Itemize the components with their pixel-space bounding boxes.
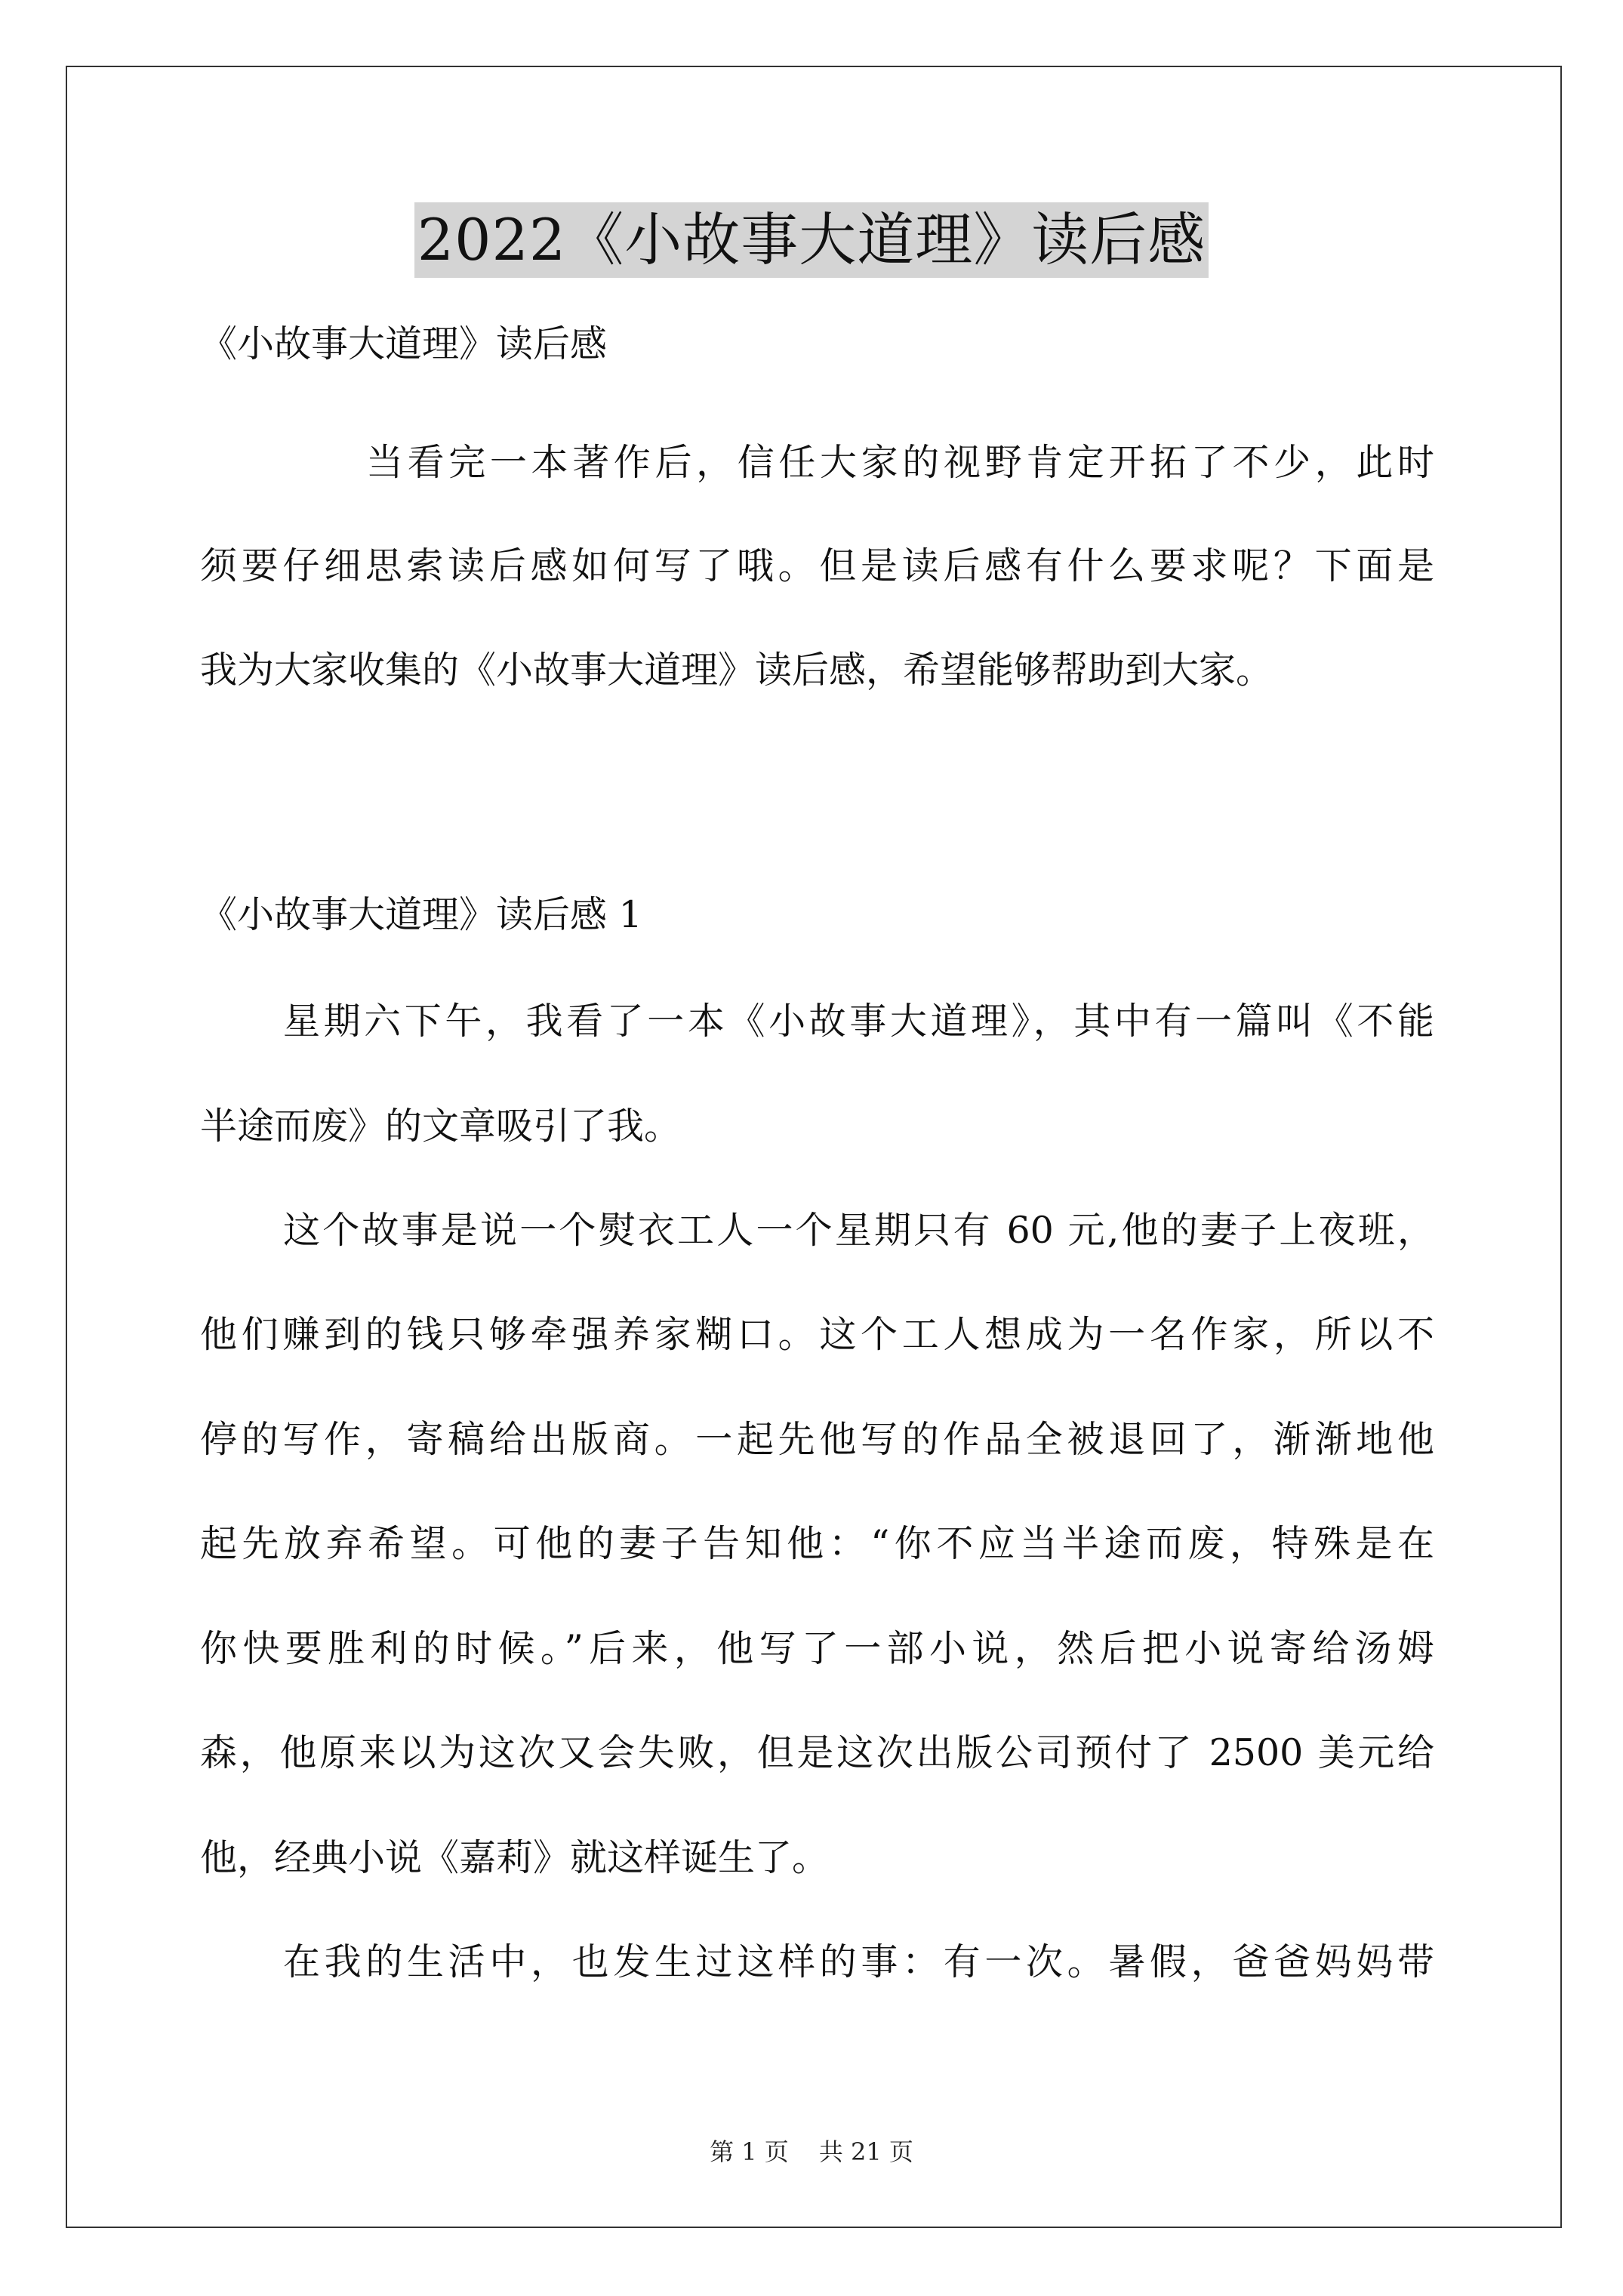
page-footer (0, 2137, 1623, 2167)
page-number: 第 1 页 (710, 2137, 789, 2166)
para2-line-5: 你快要胜利的时候。”后来，他写了一部小说，然后把小说寄给汤姆 (200, 1627, 1434, 1670)
para3-line-1: 在我的生活中，也发生过这样的事：有一次。暑假，爸爸妈妈带 (283, 1940, 1434, 1983)
para2-line-7: 他，经典小说《嘉莉》就这样诞生了。 (200, 1836, 830, 1879)
para2-line-6: 森，他原来以为这次又会失败，但是这次出版公司预付了 2500 美元给 (200, 1731, 1434, 1774)
intro-line-2: 须要仔细思索读后感如何写了哦。但是读后感有什么要求呢？下面是 (200, 544, 1434, 587)
section-heading-1: 《小故事大道理》读后感 1 (200, 893, 642, 936)
title-container (0, 202, 1623, 278)
subtitle: 《小故事大道理》读后感 (200, 322, 608, 365)
document-title: 2022《小故事大道理》读后感 (414, 202, 1209, 278)
para1-line-2: 半途而废》的文章吸引了我。 (200, 1105, 682, 1148)
para1-line-1: 星期六下午，我看了一本《小故事大道理》，其中有一篇叫《不能 (283, 1000, 1434, 1043)
para2-line-2: 他们赚到的钱只够牵强养家糊口。这个工人想成为一名作家，所以不 (200, 1313, 1434, 1356)
page-total: 共 21 页 (818, 2137, 913, 2166)
intro-line-3: 我为大家收集的《小故事大道理》读后感，希望能够帮助到大家。 (200, 649, 1273, 692)
intro-line-1: 当看完一本著作后，信任大家的视野肯定开拓了不少，此时 (366, 441, 1434, 484)
para2-line-4: 起先放弃希望。可他的妻子告知他：“你不应当半途而废，特殊是在 (200, 1522, 1434, 1565)
para2-line-1: 这个故事是说一个熨衣工人一个星期只有 60 元,他的妻子上夜班， (283, 1209, 1434, 1252)
para2-line-3: 停的写作，寄稿给出版商。一起先他写的作品全被退回了，渐渐地他 (200, 1418, 1434, 1461)
